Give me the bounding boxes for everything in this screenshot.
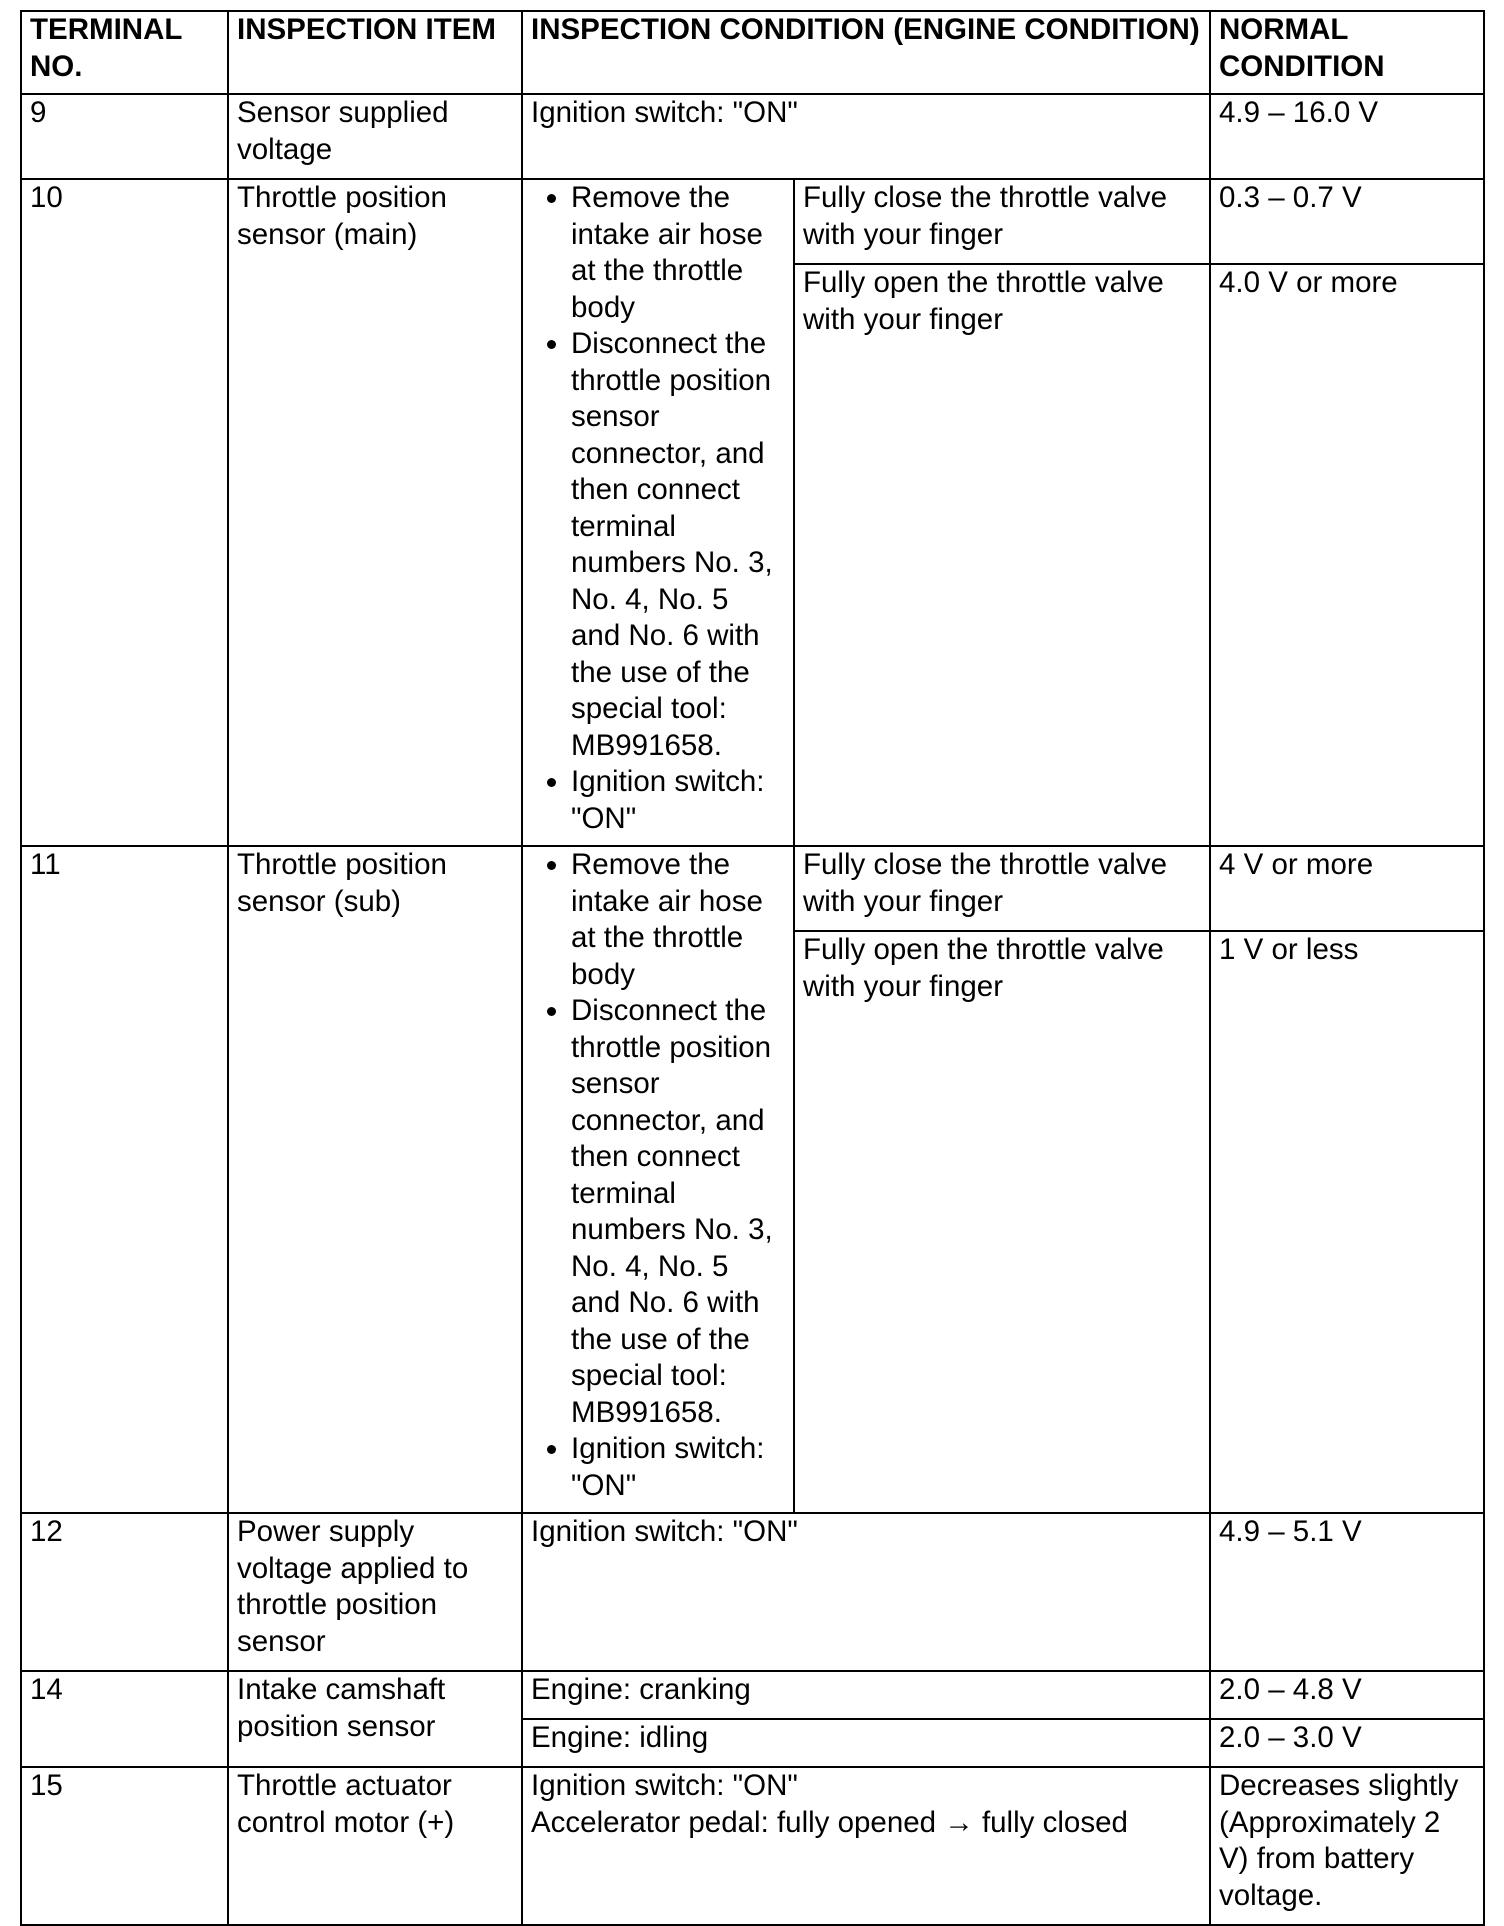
inspection-condition: Ignition switch: "ON" bbox=[522, 1513, 1210, 1671]
table-row-terminal-12 bbox=[21, 1513, 1484, 1671]
normal-condition: 4.9 – 16.0 V bbox=[1210, 94, 1484, 179]
step-item: • Ignition switch: "ON" bbox=[571, 764, 785, 837]
condition-line: Accelerator pedal: fully opened → fully closed bbox=[531, 1805, 1128, 1839]
header-row bbox=[21, 11, 1484, 94]
table-row-terminal-9 bbox=[21, 94, 1484, 179]
inspection-item: Throttle actuator control motor (+) bbox=[228, 1767, 522, 1925]
inspection-item: Throttle position sensor (main) bbox=[228, 179, 522, 846]
sub-condition-open: Fully open the throttle valve with your finger bbox=[794, 264, 1210, 846]
table-row-terminal-15 bbox=[21, 1767, 1484, 1925]
sub-condition-open: Fully open the throttle valve with your finger bbox=[794, 931, 1210, 1513]
terminal-number: 10 bbox=[21, 179, 228, 846]
condition-line: Ignition switch: "ON" bbox=[531, 1769, 798, 1802]
terminal-number: 9 bbox=[21, 94, 228, 179]
steps-list bbox=[531, 180, 785, 837]
terminal-number: 15 bbox=[21, 1767, 228, 1925]
normal-condition: 2.0 – 4.8 V bbox=[1210, 1671, 1484, 1719]
inspection-condition: Ignition switch: "ON" bbox=[522, 94, 1210, 179]
inspection-document bbox=[20, 10, 1483, 1912]
header-normal-condition: NORMAL CONDITION bbox=[1210, 11, 1484, 94]
table-row-terminal-10 bbox=[21, 179, 1484, 264]
inspection-item: Sensor supplied voltage bbox=[228, 94, 522, 179]
sub-condition-close: Fully close the throttle valve with your finger bbox=[794, 846, 1210, 931]
terminal-number: 11 bbox=[21, 846, 228, 1513]
inspection-item: Throttle position sensor (sub) bbox=[228, 846, 522, 1513]
inspection-steps bbox=[522, 179, 794, 846]
normal-condition: 2.0 – 3.0 V bbox=[1210, 1719, 1484, 1767]
inspection-steps bbox=[522, 846, 794, 1513]
table-row-terminal-14 bbox=[21, 1671, 1484, 1719]
table-row-terminal-11 bbox=[21, 846, 1484, 931]
steps-list bbox=[531, 847, 785, 1504]
step-item: • Ignition switch: "ON" bbox=[571, 1431, 785, 1504]
normal-condition: 0.3 – 0.7 V bbox=[1210, 179, 1484, 264]
inspection-item: Intake camshaft position sensor bbox=[228, 1671, 522, 1767]
normal-condition: 1 V or less bbox=[1210, 931, 1484, 1513]
step-item: • Disconnect the throttle position sensor connector, and then connect terminal numbers No. 3, No. 4, No. 5 and No. 6 with the use of the special tool: MB991658. bbox=[571, 993, 785, 1431]
normal-condition: 4.0 V or more bbox=[1210, 264, 1484, 846]
step-item: • Remove the intake air hose at the throttle body bbox=[571, 180, 785, 326]
inspection-item: Power supply voltage applied to throttle position sensor bbox=[228, 1513, 522, 1671]
normal-condition: 4.9 – 5.1 V bbox=[1210, 1513, 1484, 1671]
sub-condition-idling: Engine: idling bbox=[522, 1719, 1210, 1767]
step-item: • Remove the intake air hose at the throttle body bbox=[571, 847, 785, 993]
header-terminal-no: TERMINAL NO. bbox=[21, 11, 228, 94]
header-inspection-item: INSPECTION ITEM bbox=[228, 11, 522, 94]
sub-condition-close: Fully close the throttle valve with your finger bbox=[794, 179, 1210, 264]
inspection-condition bbox=[522, 1767, 1210, 1925]
inspection-table bbox=[20, 10, 1485, 1926]
step-item: • Disconnect the throttle position sensor connector, and then connect terminal numbers No. 3, No. 4, No. 5 and No. 6 with the use of the special tool: MB991658. bbox=[571, 326, 785, 764]
normal-condition: Decreases slightly (Approximately 2 V) from battery voltage. bbox=[1210, 1767, 1484, 1925]
terminal-number: 14 bbox=[21, 1671, 228, 1767]
sub-condition-cranking: Engine: cranking bbox=[522, 1671, 1210, 1719]
header-inspection-condition: INSPECTION CONDITION (ENGINE CONDITION) bbox=[522, 11, 1210, 94]
terminal-number: 12 bbox=[21, 1513, 228, 1671]
normal-condition: 4 V or more bbox=[1210, 846, 1484, 931]
